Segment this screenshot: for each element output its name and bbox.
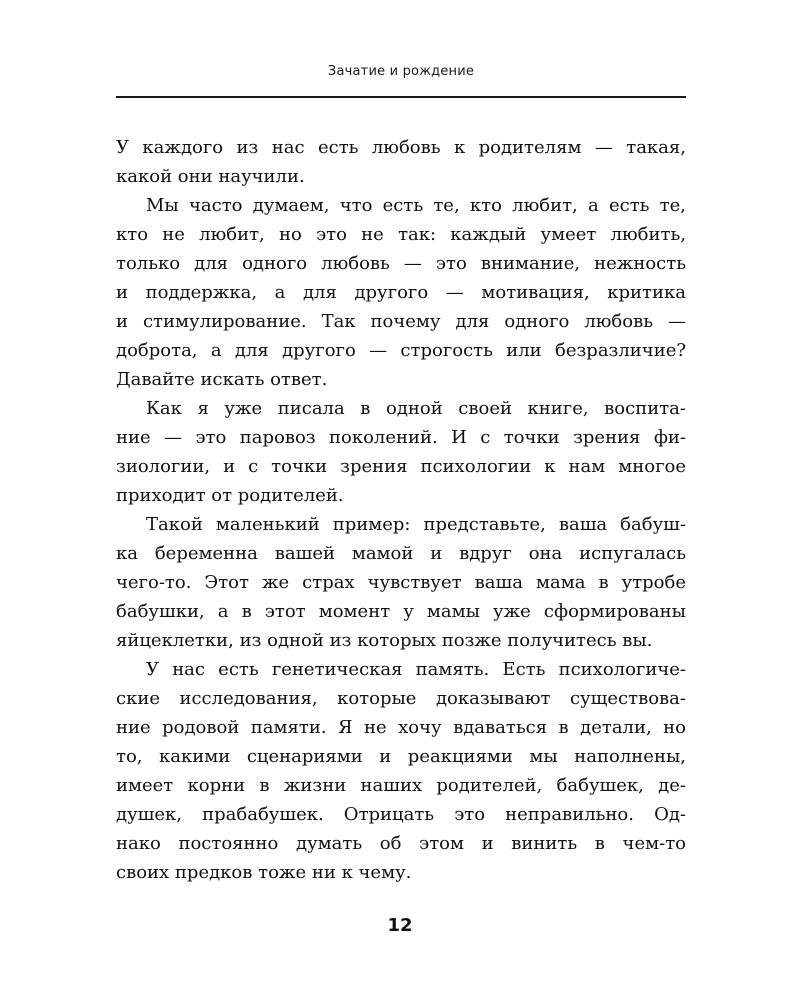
text-line: Мы часто думаем, что есть те, кто любит, а есть те,	[146, 195, 686, 216]
text-line: ские исследования, которые доказывают существова-	[116, 688, 686, 709]
paragraph	[116, 394, 686, 510]
page-number: 12	[387, 915, 413, 936]
text-line: нако постоянно думать об этом и винить в чем-то	[116, 833, 686, 854]
text-line: своих предков тоже ни к чему.	[116, 862, 412, 883]
text-line: какой они научили.	[116, 166, 305, 187]
running-header: Зачатие и рождение	[327, 64, 475, 79]
text-line: У нас есть генетическая память. Есть психологиче-	[146, 659, 686, 680]
text-line: Такой маленький пример: представьте, ваша бабуш-	[146, 514, 686, 535]
text-line: яйцеклетки, из одной из которых позже получитесь вы.	[116, 630, 653, 651]
paragraph	[116, 133, 686, 191]
text-line: кто не любит, но это не так: каждый умеет любить,	[116, 224, 686, 245]
text-line: приходит от родителей.	[116, 485, 344, 506]
text-line: Как я уже писала в одной своей книге, воспита-	[146, 398, 686, 419]
text-line: ка беременна вашей мамой и вдруг она испугалась	[116, 543, 686, 564]
text-line: и поддержка, а для другого — мотивация, критика	[116, 282, 686, 303]
text-line: и стимулирование. Так почему для одного любовь —	[116, 311, 686, 332]
text-line: ние — это паровоз поколений. И с точки зрения фи-	[116, 427, 686, 448]
paragraph	[116, 510, 686, 655]
paragraph	[116, 191, 686, 394]
text-line: бабушки, а в этот момент у мамы уже сформированы	[116, 601, 686, 622]
text-line: зиологии, и с точки зрения психологии к нам многое	[116, 456, 686, 477]
text-line: душек, прабабушек. Отрицать это неправильно. Од-	[116, 804, 686, 825]
text-line: Давайте искать ответ.	[116, 369, 328, 390]
paragraph	[116, 655, 686, 887]
text-line: чего-то. Этот же страх чувствует ваша мама в утробе	[116, 572, 686, 593]
text-line: только для одного любовь — это внимание, нежность	[116, 253, 686, 274]
text-line: имеет корни в жизни наших родителей, бабушек, де-	[116, 775, 686, 796]
text-line: ние родовой памяти. Я не хочу вдаваться в детали, но	[116, 717, 686, 738]
text-line: доброта, а для другого — строгость или безразличие?	[116, 340, 686, 361]
header-divider	[116, 96, 686, 98]
text-line: то, какими сценариями и реакциями мы наполнены,	[116, 746, 686, 767]
body-text	[116, 133, 686, 887]
text-line: У каждого из нас есть любовь к родителям — такая,	[116, 137, 686, 158]
